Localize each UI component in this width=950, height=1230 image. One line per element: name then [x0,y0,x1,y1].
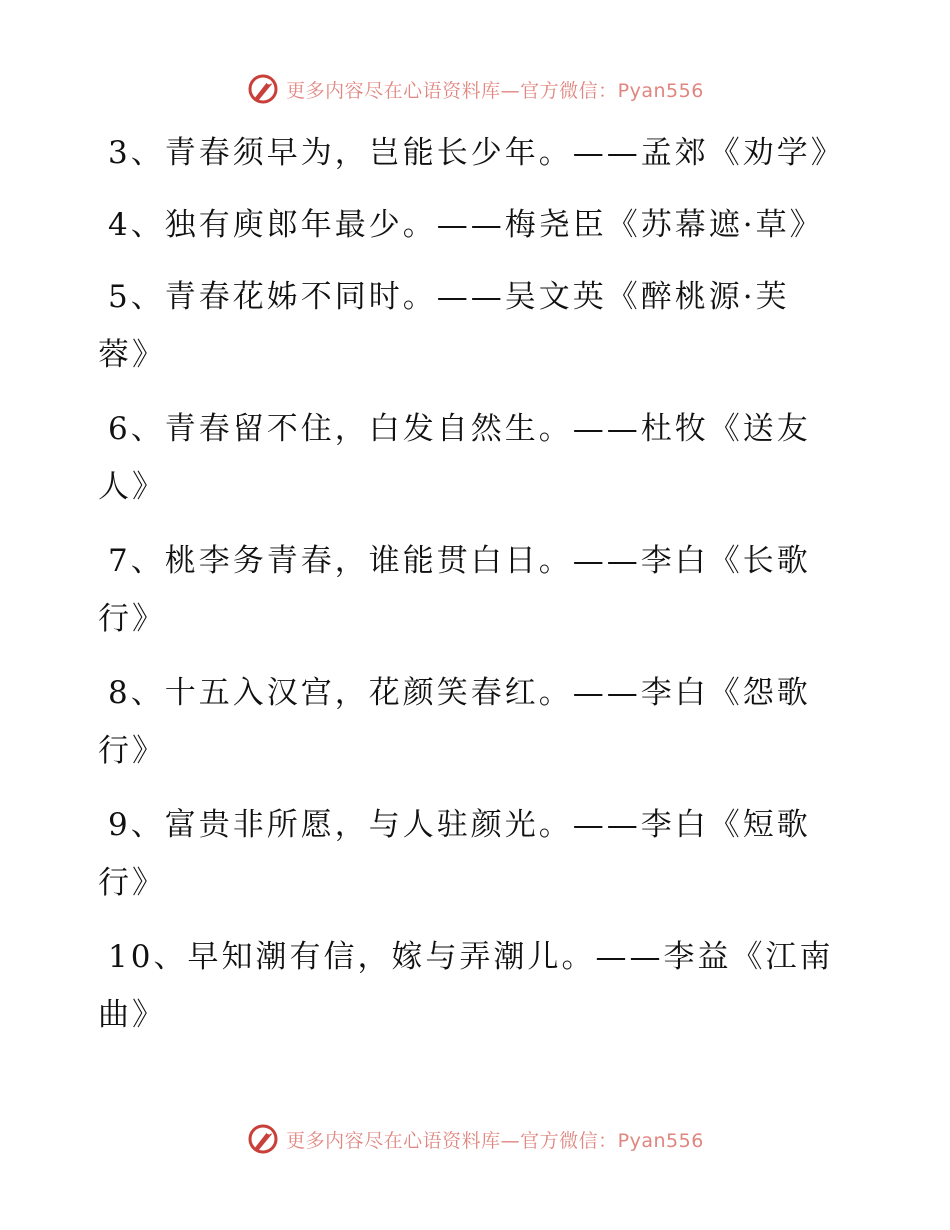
quote-entry: 7、桃李务青春，谁能贯白日。——李白《长歌行》 [98,543,811,637]
quote-entry: 3、青春须早为，岂能长少年。——孟郊《劝学》 [108,135,845,171]
pen-logo-icon [246,72,280,106]
document-body [98,124,845,1060]
watermark-text: 更多内容尽在心语资料库—官方微信：Pyan556 [286,1129,704,1152]
quote-entry: 5、青春花姊不同时。——吴文英《醉桃源·芙蓉》 [98,279,790,373]
pen-logo-icon [246,1122,280,1156]
header-watermark [0,72,950,106]
quote-entry: 10、早知潮有信，嫁与弄潮儿。——李益《江南曲》 [98,939,834,1033]
watermark-text: 更多内容尽在心语资料库—官方微信：Pyan556 [286,79,704,102]
quote-entry: 8、十五入汉宫，花颜笑春红。——李白《怨歌行》 [98,675,811,769]
footer-watermark [0,1122,950,1156]
quote-entry: 6、青春留不住，白发自然生。——杜牧《送友人》 [98,411,811,505]
quote-entry: 4、独有庾郎年最少。——梅尧臣《苏幕遮·草》 [108,207,824,243]
quote-entry: 9、富贵非所愿，与人驻颜光。——李白《短歌行》 [98,807,811,901]
